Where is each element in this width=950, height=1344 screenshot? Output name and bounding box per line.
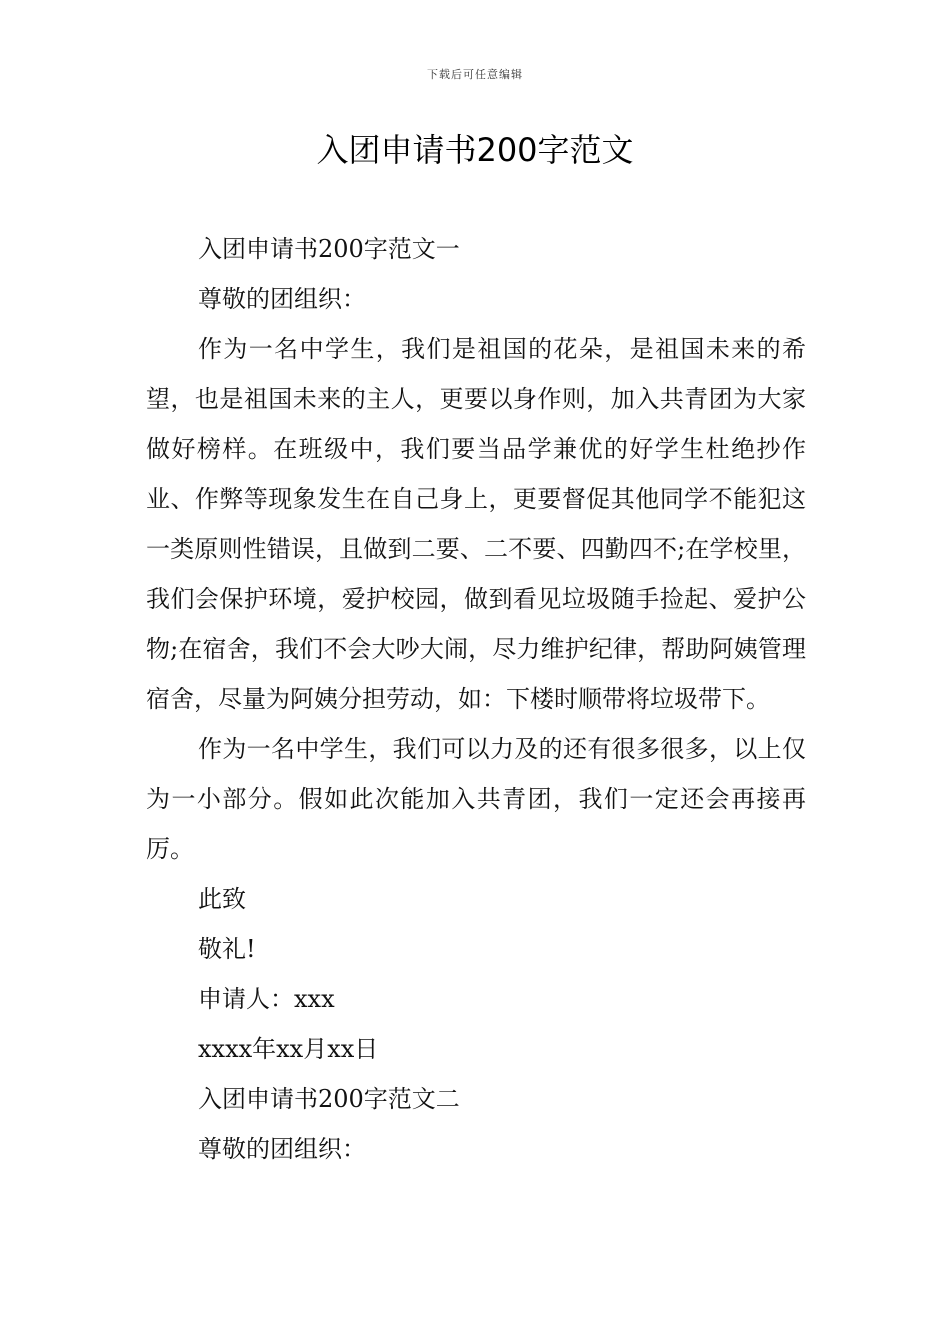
section-heading: 入团申请书200字范文一 — [198, 235, 460, 263]
date-line: xxxx年xx月xx日 — [198, 1035, 379, 1063]
body-paragraph: 作为一名中学生，我们是祖国的花朵，是祖国未来的希望，也是祖国未来的主人，更要以身作则，加入共青团为大家做好榜样。在班级中，我们要当品学兼优的好学生杜绝抄作业、作弊等现象发生在自己身上，更要督促其他同学不能犯这一类原则性错误，且做到二要、二不要、四勤四不;在学校里，我们会保护环境，爱护校园，做到看见垃圾随手捡起、爱护公物;在宿舍，我们不会大吵大闹，尽力维护纪律，帮助阿姨管理宿舍，尽量为阿姨分担劳动，如：下楼时顺带将垃圾带下。 — [146, 335, 806, 713]
document-title: 入团申请书200字范文 — [316, 131, 634, 169]
closing-line: 此致 — [198, 885, 246, 913]
applicant-line: 申请人：xxx — [198, 985, 335, 1013]
section-heading: 入团申请书200字范文二 — [198, 1085, 460, 1113]
salutation: 尊敬的团组织： — [198, 285, 366, 313]
salutation: 尊敬的团组织： — [198, 1135, 366, 1163]
closing-greeting: 敬礼! — [198, 935, 256, 963]
document-body — [146, 224, 806, 1174]
header-note: 下载后可任意编辑 — [427, 68, 523, 81]
body-paragraph: 作为一名中学生，我们可以力及的还有很多很多，以上仅为一小部分。假如此次能加入共青团，我们一定还会再接再厉。 — [146, 735, 806, 863]
